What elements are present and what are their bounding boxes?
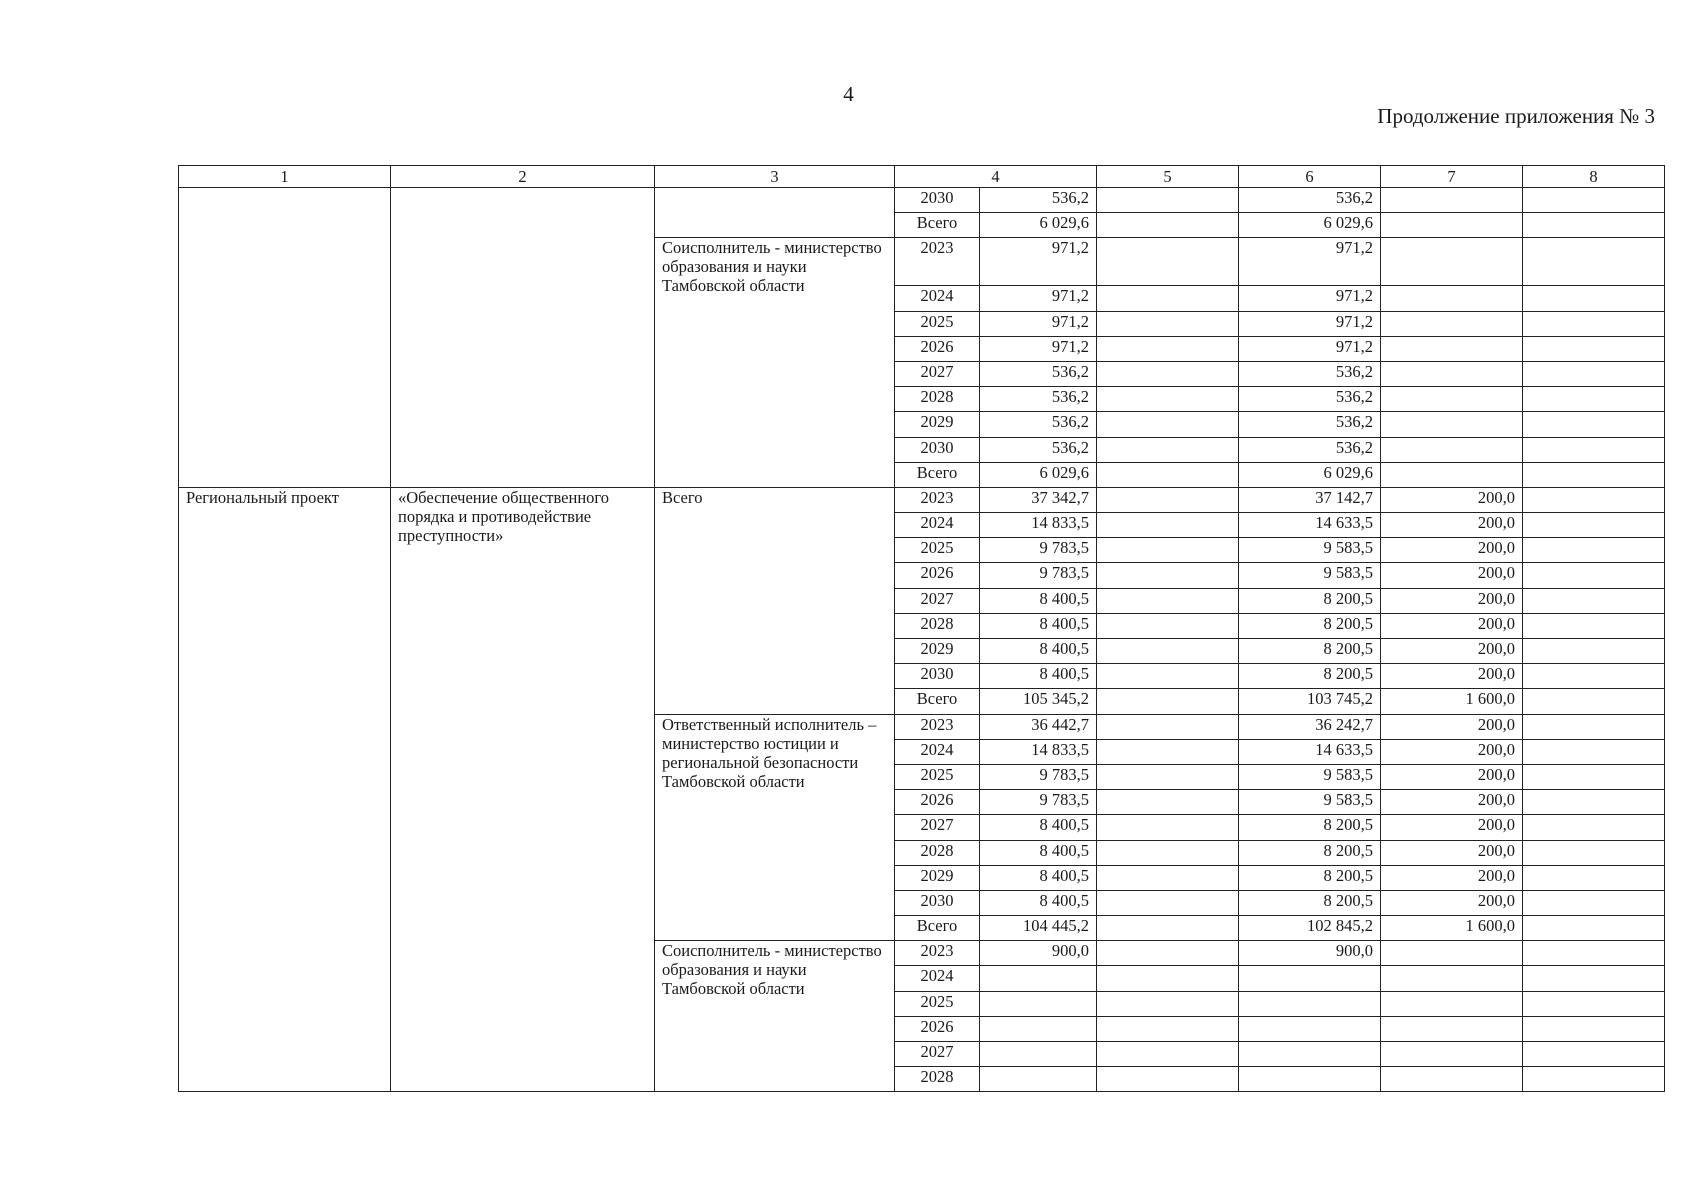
col7-cell: [1381, 966, 1523, 991]
year-cell: 2023: [895, 941, 980, 966]
col5-cell: [1097, 487, 1239, 512]
col5-cell: [1097, 387, 1239, 412]
col6-cell: 971,2: [1239, 238, 1381, 286]
total-cell: 971,2: [980, 336, 1097, 361]
col8-cell: [1523, 188, 1665, 213]
col8-cell: [1523, 238, 1665, 286]
col5-cell: [1097, 966, 1239, 991]
year-cell: 2025: [895, 311, 980, 336]
col7-cell: 200,0: [1381, 764, 1523, 789]
total-cell: 8 400,5: [980, 840, 1097, 865]
col7-cell: 200,0: [1381, 639, 1523, 664]
total-cell: 900,0: [980, 941, 1097, 966]
col6-cell: 8 200,5: [1239, 588, 1381, 613]
year-cell: 2026: [895, 563, 980, 588]
col7-cell: [1381, 462, 1523, 487]
col5-cell: [1097, 739, 1239, 764]
col5-cell: [1097, 437, 1239, 462]
col6-cell: 8 200,5: [1239, 840, 1381, 865]
col8-cell: [1523, 538, 1665, 563]
col8-cell: [1523, 487, 1665, 512]
year-cell: 2030: [895, 437, 980, 462]
table-body: [179, 188, 1665, 1092]
col7-cell: 200,0: [1381, 613, 1523, 638]
col7-cell: 1 600,0: [1381, 916, 1523, 941]
col5-cell: [1097, 639, 1239, 664]
total-cell: 536,2: [980, 412, 1097, 437]
total-cell: 536,2: [980, 188, 1097, 213]
total-cell: [980, 1042, 1097, 1067]
col6-cell: 6 029,6: [1239, 462, 1381, 487]
col8-cell: [1523, 513, 1665, 538]
total-cell: 536,2: [980, 437, 1097, 462]
col7-cell: [1381, 286, 1523, 311]
col5-cell: [1097, 336, 1239, 361]
col6-cell: [1239, 1016, 1381, 1041]
total-cell: 105 345,2: [980, 689, 1097, 714]
col5-cell: [1097, 664, 1239, 689]
year-cell: 2026: [895, 336, 980, 361]
col6-cell: 103 745,2: [1239, 689, 1381, 714]
col8-cell: [1523, 664, 1665, 689]
year-cell: 2027: [895, 1042, 980, 1067]
col6-cell: [1239, 1067, 1381, 1092]
column-header-7: 7: [1381, 166, 1523, 188]
col7-cell: 200,0: [1381, 790, 1523, 815]
total-cell: 536,2: [980, 387, 1097, 412]
year-cell: Всего: [895, 462, 980, 487]
year-cell: 2024: [895, 739, 980, 764]
col8-cell: [1523, 361, 1665, 386]
col8-cell: [1523, 916, 1665, 941]
total-cell: 971,2: [980, 238, 1097, 286]
col5-cell: [1097, 689, 1239, 714]
col7-cell: [1381, 991, 1523, 1016]
col5-cell: [1097, 764, 1239, 789]
col6-cell: 14 633,5: [1239, 513, 1381, 538]
col8-cell: [1523, 714, 1665, 739]
table-row: [179, 487, 1665, 512]
col5-cell: [1097, 714, 1239, 739]
column-header-5: 5: [1097, 166, 1239, 188]
col6-cell: 9 583,5: [1239, 538, 1381, 563]
col7-cell: 1 600,0: [1381, 689, 1523, 714]
total-cell: 14 833,5: [980, 739, 1097, 764]
col8-cell: [1523, 213, 1665, 238]
year-cell: 2030: [895, 188, 980, 213]
col8-cell: [1523, 311, 1665, 336]
col6-cell: 8 200,5: [1239, 890, 1381, 915]
col6-cell: 971,2: [1239, 336, 1381, 361]
col7-cell: [1381, 1042, 1523, 1067]
col5-cell: [1097, 890, 1239, 915]
column-header-1: 1: [179, 166, 391, 188]
year-cell: Всего: [895, 689, 980, 714]
col7-cell: 200,0: [1381, 739, 1523, 764]
col7-cell: 200,0: [1381, 513, 1523, 538]
total-cell: [980, 966, 1097, 991]
col5-cell: [1097, 588, 1239, 613]
total-cell: 8 400,5: [980, 865, 1097, 890]
col7-cell: [1381, 188, 1523, 213]
col8-cell: [1523, 462, 1665, 487]
col8-cell: [1523, 412, 1665, 437]
col7-cell: 200,0: [1381, 487, 1523, 512]
cell-col1-continuation: [179, 188, 391, 488]
col6-cell: [1239, 966, 1381, 991]
col8-cell: [1523, 865, 1665, 890]
col7-cell: 200,0: [1381, 563, 1523, 588]
year-cell: 2025: [895, 991, 980, 1016]
col8-cell: [1523, 1067, 1665, 1092]
total-cell: 9 783,5: [980, 790, 1097, 815]
col8-cell: [1523, 890, 1665, 915]
col5-cell: [1097, 1042, 1239, 1067]
col5-cell: [1097, 188, 1239, 213]
total-cell: [980, 1067, 1097, 1092]
col6-cell: 536,2: [1239, 361, 1381, 386]
col8-cell: [1523, 991, 1665, 1016]
col8-cell: [1523, 437, 1665, 462]
year-cell: 2024: [895, 966, 980, 991]
total-cell: 8 400,5: [980, 664, 1097, 689]
total-cell: 104 445,2: [980, 916, 1097, 941]
col6-cell: 8 200,5: [1239, 664, 1381, 689]
col8-cell: [1523, 336, 1665, 361]
year-cell: 2024: [895, 286, 980, 311]
col6-cell: 36 242,7: [1239, 714, 1381, 739]
year-cell: 2027: [895, 815, 980, 840]
col6-cell: 971,2: [1239, 311, 1381, 336]
col5-cell: [1097, 361, 1239, 386]
year-cell: 2029: [895, 412, 980, 437]
col6-cell: 536,2: [1239, 437, 1381, 462]
year-cell: 2026: [895, 1016, 980, 1041]
year-cell: Всего: [895, 213, 980, 238]
col8-cell: [1523, 941, 1665, 966]
col8-cell: [1523, 639, 1665, 664]
col5-cell: [1097, 412, 1239, 437]
col5-cell: [1097, 991, 1239, 1016]
col6-cell: 900,0: [1239, 941, 1381, 966]
col5-cell: [1097, 865, 1239, 890]
col6-cell: 536,2: [1239, 387, 1381, 412]
col5-cell: [1097, 941, 1239, 966]
total-cell: 8 400,5: [980, 639, 1097, 664]
col7-cell: [1381, 387, 1523, 412]
col5-cell: [1097, 815, 1239, 840]
col5-cell: [1097, 1016, 1239, 1041]
col8-cell: [1523, 286, 1665, 311]
table-row: [179, 188, 1665, 213]
col7-cell: [1381, 1016, 1523, 1041]
col5-cell: [1097, 238, 1239, 286]
project-name: «Обеспечение общественного порядка и противодействие преступности»: [391, 487, 655, 1092]
total-cell: 971,2: [980, 286, 1097, 311]
total-cell: 8 400,5: [980, 613, 1097, 638]
year-cell: 2027: [895, 588, 980, 613]
col6-cell: 6 029,6: [1239, 213, 1381, 238]
column-header-6: 6: [1239, 166, 1381, 188]
col8-cell: [1523, 1016, 1665, 1041]
col5-cell: [1097, 563, 1239, 588]
year-cell: 2028: [895, 613, 980, 638]
col7-cell: 200,0: [1381, 840, 1523, 865]
col6-cell: 8 200,5: [1239, 865, 1381, 890]
total-cell: 9 783,5: [980, 764, 1097, 789]
total-cell: 8 400,5: [980, 588, 1097, 613]
col6-cell: 37 142,7: [1239, 487, 1381, 512]
year-cell: 2029: [895, 865, 980, 890]
year-cell: 2028: [895, 840, 980, 865]
col8-cell: [1523, 387, 1665, 412]
col8-cell: [1523, 966, 1665, 991]
col5-cell: [1097, 840, 1239, 865]
col7-cell: 200,0: [1381, 865, 1523, 890]
col6-cell: 14 633,5: [1239, 739, 1381, 764]
total-cell: 6 029,6: [980, 462, 1097, 487]
col6-cell: 9 583,5: [1239, 790, 1381, 815]
col6-cell: [1239, 1042, 1381, 1067]
col7-cell: 200,0: [1381, 890, 1523, 915]
year-cell: 2028: [895, 1067, 980, 1092]
column-header-2: 2: [391, 166, 655, 188]
project-type: Региональный проект: [179, 487, 391, 1092]
year-cell: 2029: [895, 639, 980, 664]
col7-cell: [1381, 437, 1523, 462]
col6-cell: [1239, 991, 1381, 1016]
col8-cell: [1523, 563, 1665, 588]
col8-cell: [1523, 689, 1665, 714]
col6-cell: 8 200,5: [1239, 639, 1381, 664]
col6-cell: 536,2: [1239, 412, 1381, 437]
executor-label: Ответственный исполнитель – министерство юстиции и региональной безопасности Тамбовской области: [655, 714, 895, 941]
year-cell: Всего: [895, 916, 980, 941]
year-cell: 2030: [895, 890, 980, 915]
col8-cell: [1523, 613, 1665, 638]
budget-table: [178, 165, 1665, 1092]
col8-cell: [1523, 790, 1665, 815]
cell-col2-continuation: [391, 188, 655, 488]
col6-cell: 9 583,5: [1239, 563, 1381, 588]
executor-label: Соисполнитель - министерство образования и науки Тамбовской области: [655, 941, 895, 1092]
col7-cell: [1381, 941, 1523, 966]
executor-label: Соисполнитель - министерство образования и науки Тамбовской области: [655, 238, 895, 488]
cell-col3-continuation: [655, 188, 895, 238]
year-cell: 2024: [895, 513, 980, 538]
col7-cell: 200,0: [1381, 714, 1523, 739]
year-cell: 2030: [895, 664, 980, 689]
col7-cell: 200,0: [1381, 815, 1523, 840]
col8-cell: [1523, 739, 1665, 764]
year-cell: 2025: [895, 538, 980, 563]
col7-cell: 200,0: [1381, 538, 1523, 563]
column-header-4: 4: [895, 166, 1097, 188]
total-cell: [980, 1016, 1097, 1041]
col7-cell: [1381, 336, 1523, 361]
total-cell: [980, 991, 1097, 1016]
appendix-continuation-title: Продолжение приложения № 3: [1377, 104, 1655, 128]
col6-cell: 8 200,5: [1239, 815, 1381, 840]
col8-cell: [1523, 815, 1665, 840]
col5-cell: [1097, 462, 1239, 487]
total-cell: 36 442,7: [980, 714, 1097, 739]
col8-cell: [1523, 764, 1665, 789]
col5-cell: [1097, 513, 1239, 538]
col7-cell: 200,0: [1381, 664, 1523, 689]
total-cell: 536,2: [980, 361, 1097, 386]
col5-cell: [1097, 538, 1239, 563]
col7-cell: [1381, 311, 1523, 336]
col6-cell: 536,2: [1239, 188, 1381, 213]
year-cell: 2023: [895, 714, 980, 739]
year-cell: 2025: [895, 764, 980, 789]
col5-cell: [1097, 790, 1239, 815]
year-cell: 2028: [895, 387, 980, 412]
total-cell: 6 029,6: [980, 213, 1097, 238]
column-header-8: 8: [1523, 166, 1665, 188]
total-cell: 971,2: [980, 311, 1097, 336]
col5-cell: [1097, 311, 1239, 336]
year-cell: 2023: [895, 238, 980, 286]
col5-cell: [1097, 286, 1239, 311]
col5-cell: [1097, 916, 1239, 941]
total-cell: 9 783,5: [980, 538, 1097, 563]
col7-cell: 200,0: [1381, 588, 1523, 613]
year-cell: 2027: [895, 361, 980, 386]
col7-cell: [1381, 213, 1523, 238]
total-cell: 8 400,5: [980, 890, 1097, 915]
col7-cell: [1381, 412, 1523, 437]
col8-cell: [1523, 588, 1665, 613]
total-cell: 8 400,5: [980, 815, 1097, 840]
col7-cell: [1381, 238, 1523, 286]
col8-cell: [1523, 1042, 1665, 1067]
col7-cell: [1381, 1067, 1523, 1092]
year-cell: 2026: [895, 790, 980, 815]
executor-label: Всего: [655, 487, 895, 714]
col5-cell: [1097, 213, 1239, 238]
col6-cell: 102 845,2: [1239, 916, 1381, 941]
col7-cell: [1381, 361, 1523, 386]
column-header-3: 3: [655, 166, 895, 188]
total-cell: 37 342,7: [980, 487, 1097, 512]
page-number: 4: [843, 82, 854, 106]
total-cell: 14 833,5: [980, 513, 1097, 538]
total-cell: 9 783,5: [980, 563, 1097, 588]
column-number-row: [179, 166, 1665, 188]
col5-cell: [1097, 1067, 1239, 1092]
col6-cell: 971,2: [1239, 286, 1381, 311]
col8-cell: [1523, 840, 1665, 865]
col6-cell: 9 583,5: [1239, 764, 1381, 789]
col6-cell: 8 200,5: [1239, 613, 1381, 638]
year-cell: 2023: [895, 487, 980, 512]
col5-cell: [1097, 613, 1239, 638]
